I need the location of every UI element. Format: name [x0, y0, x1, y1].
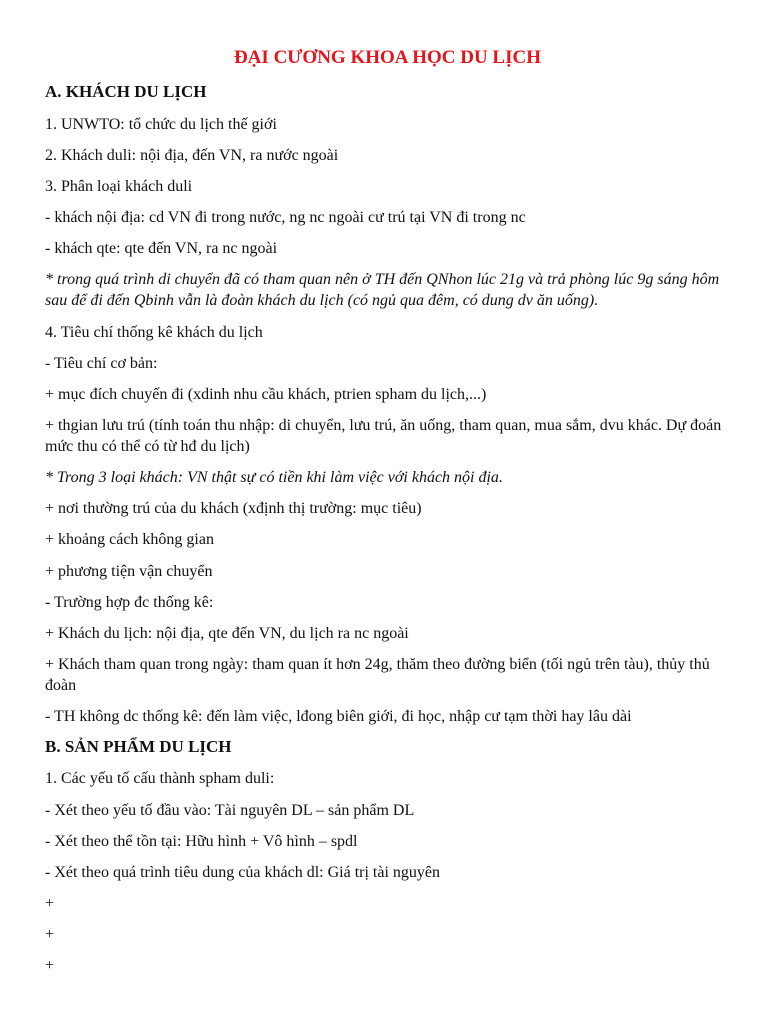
paragraph: + khoảng cách không gian — [45, 531, 214, 548]
paragraph: - Xét theo yếu tố đầu vào: Tài nguyên DL – sản phẩm DL — [45, 802, 415, 819]
list-item: + — [45, 895, 55, 912]
paragraph: + phương tiện vận chuyển — [45, 563, 213, 580]
section-heading-a: A. KHÁCH DU LỊCH — [45, 82, 207, 101]
paragraph: 1. UNWTO: tổ chức du lịch thế giới — [45, 116, 277, 133]
italic-note: * Trong 3 loại khách: VN thật sự có tiền khi làm việc với khách nội địa. — [45, 469, 503, 486]
paragraph: - TH không dc thống kê: đến làm việc, lđong biên giới, đi học, nhập cư tạm thời hay lâu dài — [45, 708, 632, 725]
paragraph: 1. Các yếu tố cấu thành spham duli: — [45, 770, 275, 787]
paragraph: 4. Tiêu chí thống kê khách du lịch — [45, 324, 263, 341]
paragraph: - Tiêu chí cơ bản: — [45, 355, 158, 372]
page-title: ĐẠI CƯƠNG KHOA HỌC DU LỊCH — [233, 47, 541, 68]
section-heading-b: B. SẢN PHẨM DU LỊCH — [45, 737, 232, 756]
paragraph: + mục đích chuyến đi (xdinh nhu cầu khách, ptrien spham du lịch,...) — [45, 386, 487, 403]
paragraph: - Trường hợp đc thống kê: — [45, 594, 214, 611]
paragraph: 2. Khách duli: nội địa, đến VN, ra nước ngoài — [45, 147, 339, 164]
paragraph: + Khách tham quan trong ngày: tham quan ít hơn 24g, thăm theo đường biển (tối ngủ trên tàu), thủy thủ đoàn — [45, 656, 710, 694]
paragraph: + nơi thường trú của du khách (xđịnh thị trường: mục tiêu) — [45, 500, 422, 517]
paragraph: 3. Phân loại khách duli — [45, 178, 193, 195]
italic-note: * trong quá trình di chuyển đã có tham quan nên ở TH đến QNhon lúc 21g và trả phòng lúc 9g sáng hôm sau để đi đến Qbinh vẫn là đoàn khách du lịch (có ngủ qua đêm, có dung dv ăn uống). — [45, 271, 720, 309]
paragraph: + Khách du lịch: nội địa, qte đến VN, du lịch ra nc ngoài — [45, 625, 409, 642]
paragraph: + thgian lưu trú (tính toán thu nhập: di chuyển, lưu trú, ăn uống, tham quan, mua sắm, dvu khác. Dự đoán mức thu có thể có từ hđ du lịch) — [45, 417, 722, 455]
paragraph: - Xét theo thể tồn tại: Hữu hình + Vô hình – spdl — [45, 833, 358, 850]
paragraph: - khách nội địa: cd VN đi trong nước, ng nc ngoài cư trú tại VN đi trong nc — [45, 209, 526, 226]
paragraph: - Xét theo quá trình tiêu dung của khách dl: Giá trị tài nguyên — [45, 864, 440, 881]
paragraph: - khách qte: qte đến VN, ra nc ngoài — [45, 240, 278, 257]
list-item: + — [45, 926, 55, 943]
list-item: + — [45, 957, 55, 974]
